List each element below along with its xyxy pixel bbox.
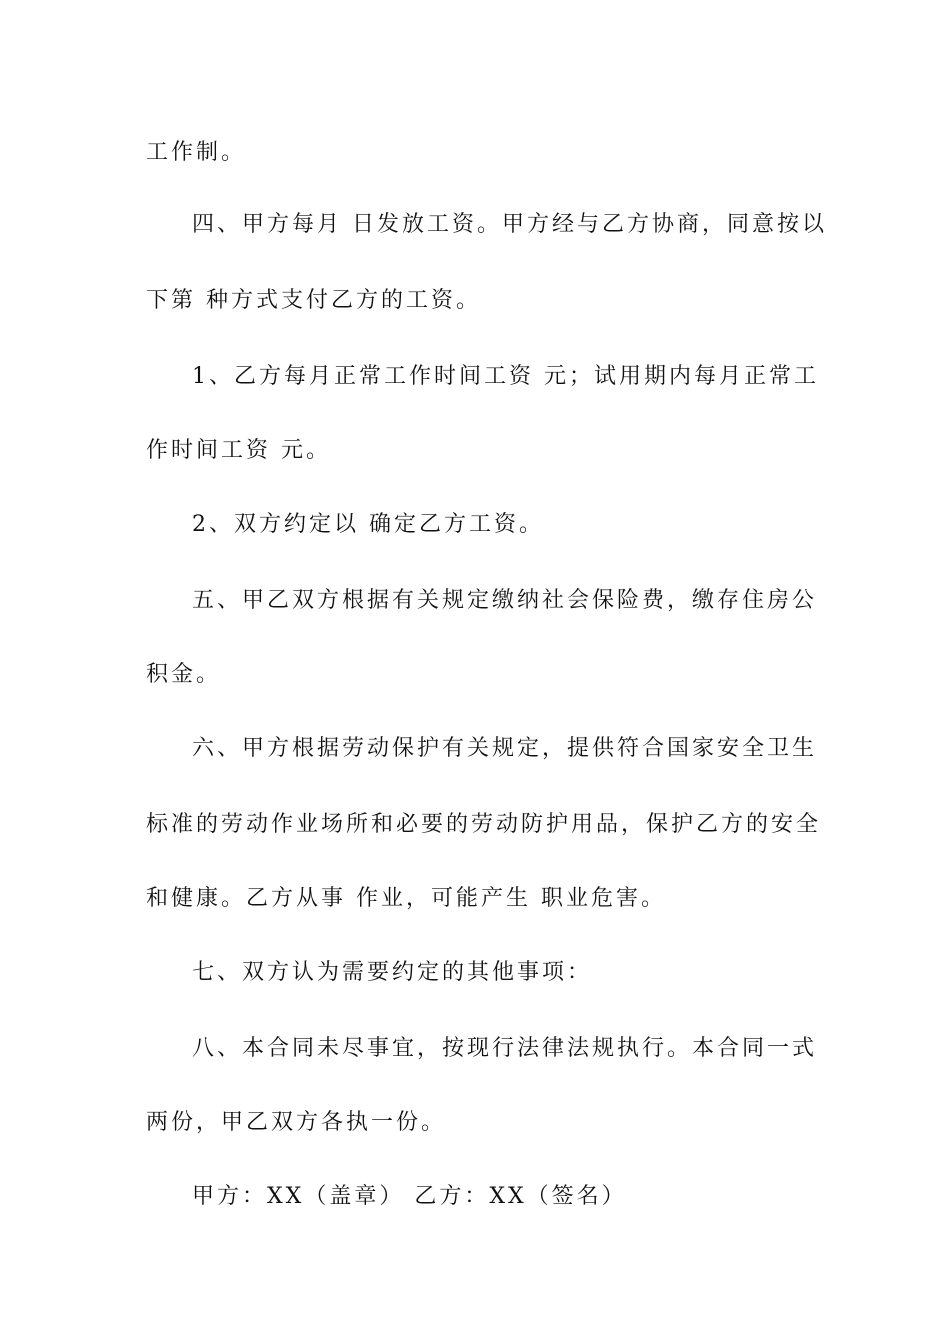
clause-6-line-1: 六、甲方根据劳动保护有关规定，提供符合国家安全卫生 <box>192 736 818 761</box>
clause-4-line-2: 下第 种方式支付乙方的工资。 <box>146 288 481 313</box>
signature-line: 甲方：XX（盖章） 乙方：XX（签名） <box>192 1184 627 1209</box>
clause-5-line-2: 积金。 <box>146 662 222 687</box>
item-1-line-1: 1、乙方每月正常工作时间工资 元；试用期内每月正常工 <box>192 364 819 389</box>
text-line-work-system: 工作制。 <box>146 140 247 165</box>
clause-7-line: 七、双方认为需要约定的其他事项： <box>192 960 593 985</box>
clause-6-line-2: 标准的劳动作业场所和必要的劳动防护用品，保护乙方的安全 <box>146 812 822 837</box>
clause-8-line-2: 两份，甲乙双方各执一份。 <box>146 1110 447 1135</box>
item-1-line-2: 作时间工资 元。 <box>146 438 331 463</box>
clause-4-line-1: 四、甲方每月 日发放工资。甲方经与乙方协商，同意按以 <box>192 212 827 237</box>
clause-8-line-1: 八、本合同未尽事宜，按现行法律法规执行。本合同一式 <box>192 1036 818 1061</box>
clause-6-line-3: 和健康。乙方从事 作业，可能产生 职业危害。 <box>146 886 666 911</box>
item-2-line: 2、双方约定以 确定乙方工资。 <box>192 512 544 537</box>
clause-5-line-1: 五、甲乙双方根据有关规定缴纳社会保险费，缴存住房公 <box>192 588 818 613</box>
